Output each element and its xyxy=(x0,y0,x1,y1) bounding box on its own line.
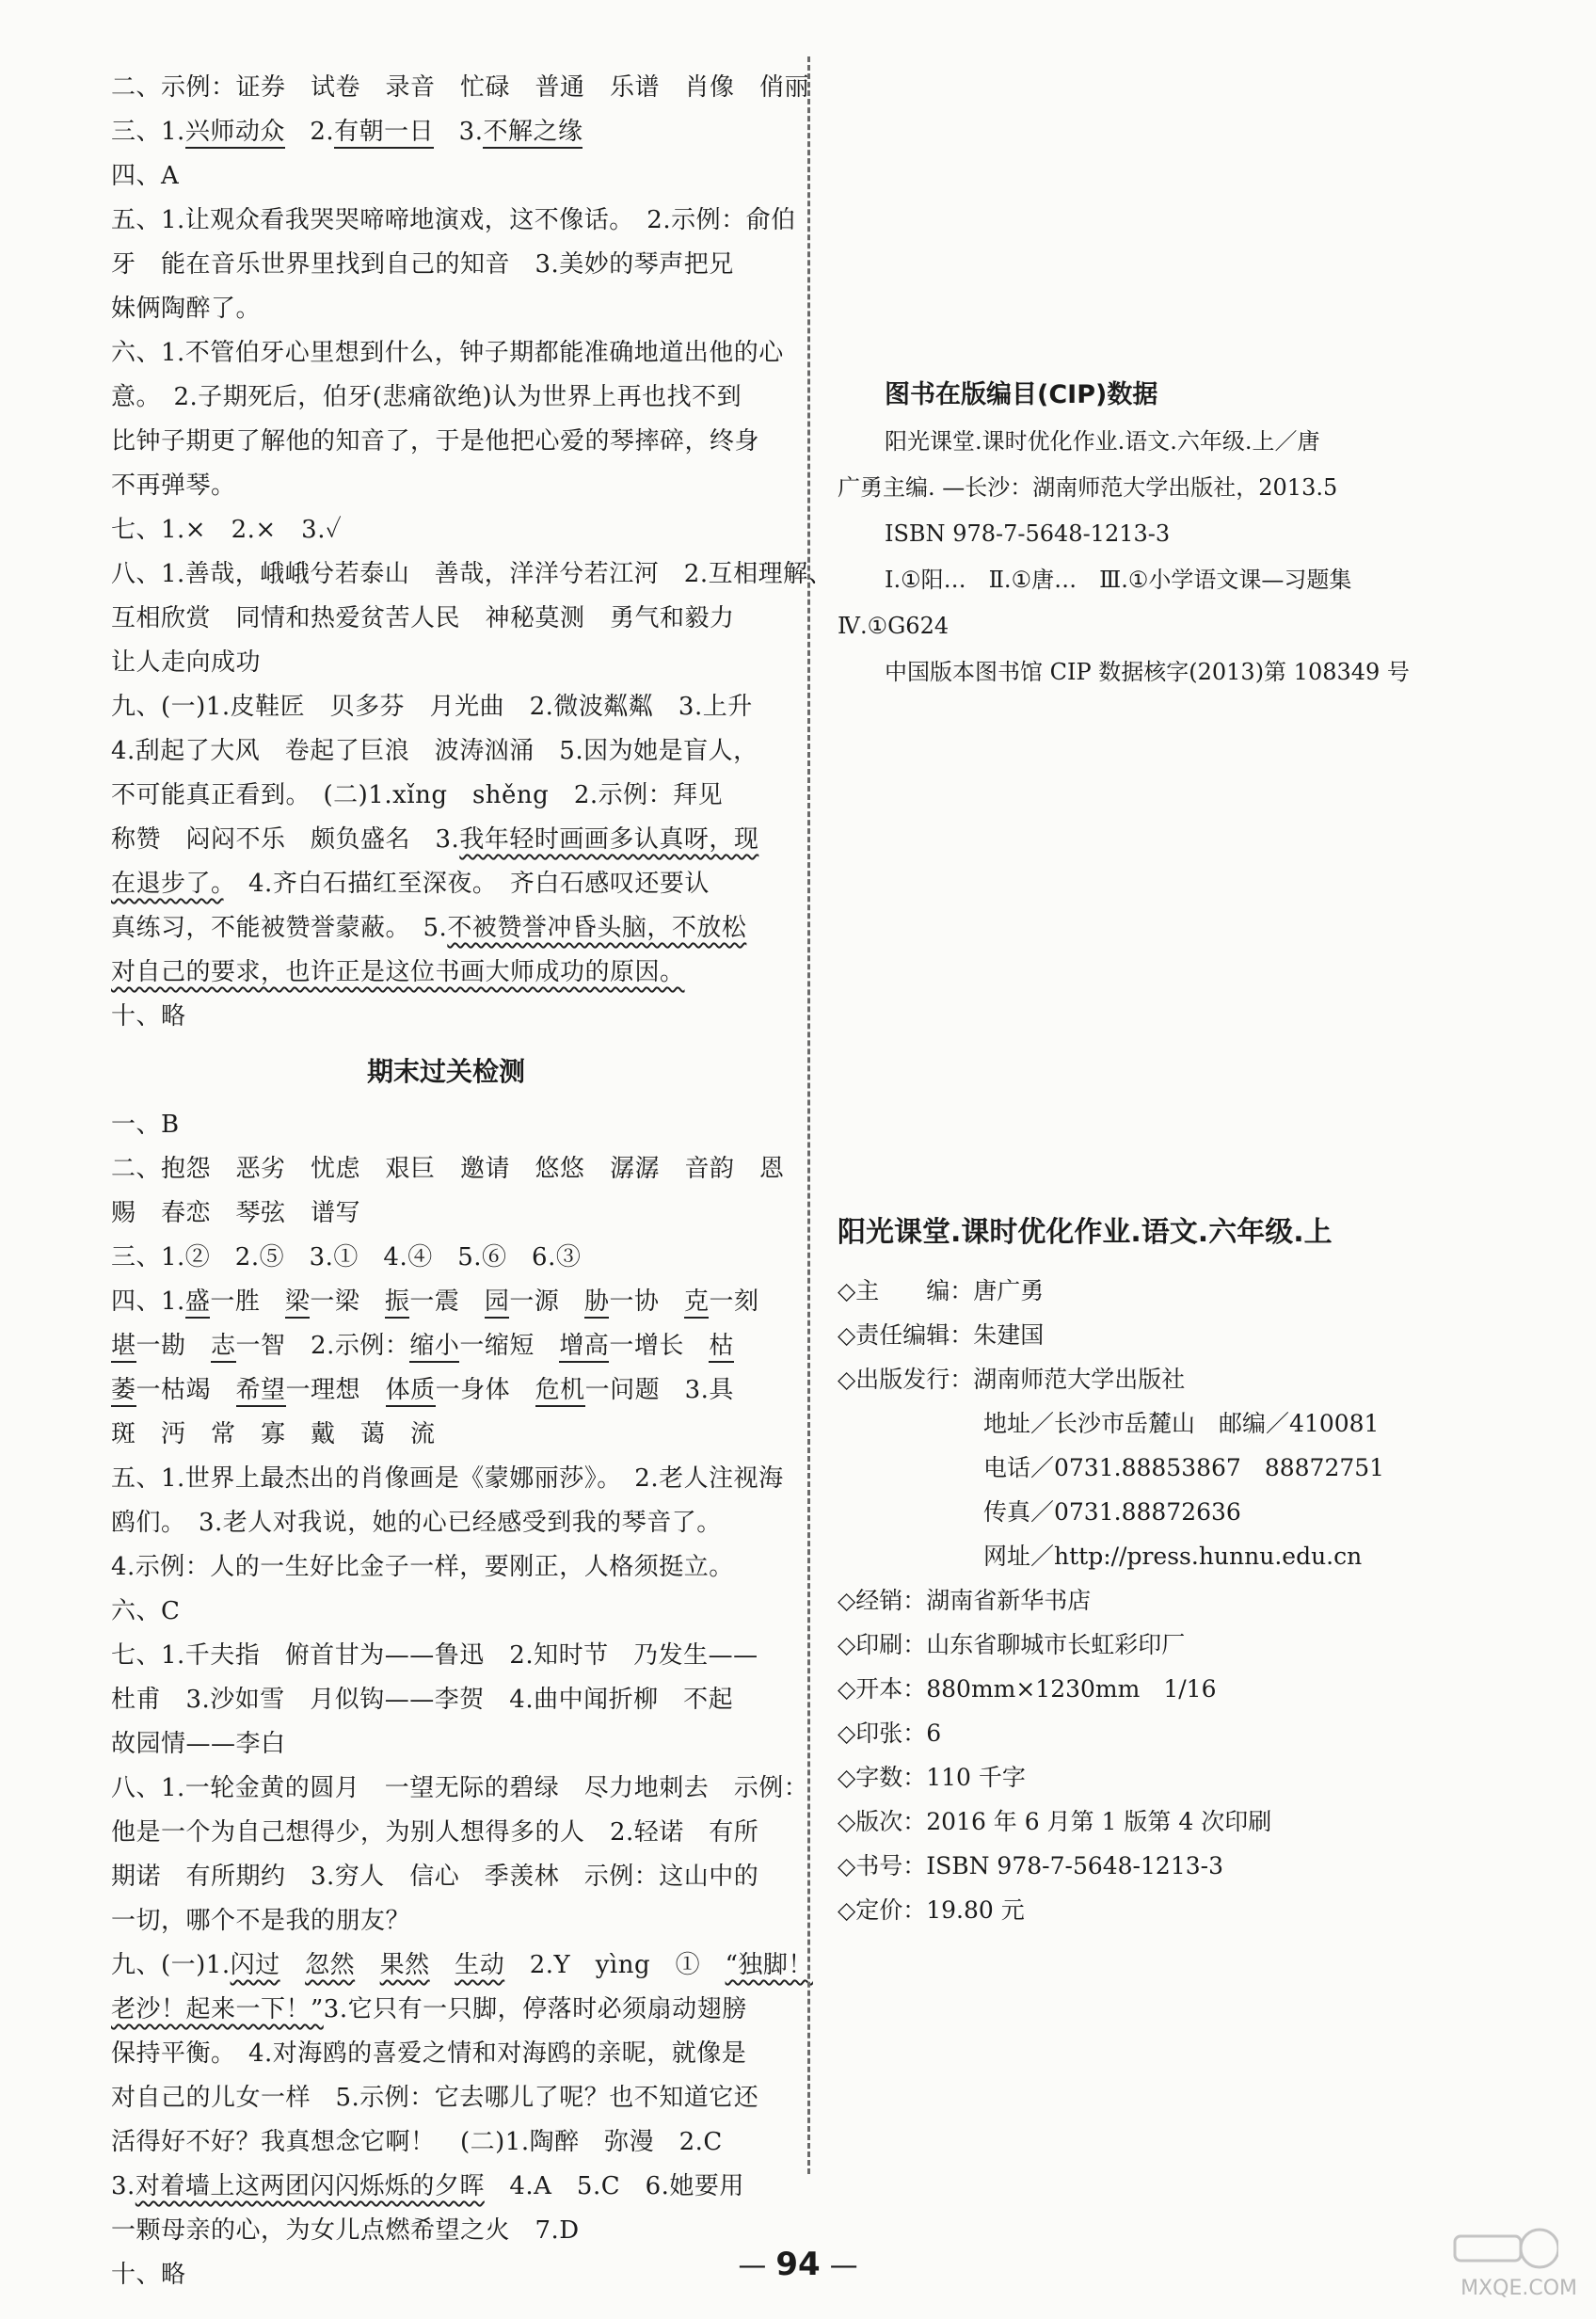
answer-line: 3.对着墙上这两团闪闪烁烁的夕晖 4.A 5.C 6.她要用 xyxy=(111,2172,744,2200)
answer-line: 意。 2.子期死后，伯牙(悲痛欲绝)认为世界上再也找不到 xyxy=(111,383,742,411)
cip-line: 中国版本图书馆 CIP 数据核字(2013)第 108349 号 xyxy=(885,659,1410,685)
answer-line: 故园情——李白 xyxy=(111,1730,286,1758)
column-divider xyxy=(807,56,810,2174)
answer-line: 八、1.一轮金黄的圆月 一望无际的碧绿 尽力地刺去 示例： xyxy=(111,1774,809,1802)
answer-line: 六、1.不管伯牙心里想到什么，钟子期都能准确地道出他的心 xyxy=(111,339,784,367)
answer-line: 在退步了。 4.齐白石描红至深夜。 齐白石感叹还要认 xyxy=(111,870,710,898)
answer-line: 二、抱怨 恶劣 忧虑 艰巨 邀请 悠悠 潺潺 音韵 恩 xyxy=(111,1155,785,1183)
answer-line: 4.刮起了大风 卷起了巨浪 波涛汹涌 5.因为她是盲人， xyxy=(111,737,758,765)
imprint-line: ◇开本：880mm×1230mm 1/16 xyxy=(838,1675,1217,1703)
imprint-line: ◇印刷：山东省聊城市长虹彩印厂 xyxy=(838,1631,1186,1658)
answer-line: 七、1.× 2.× 3.✓ xyxy=(111,516,343,544)
answer-line: 一切，哪个不是我的朋友？ xyxy=(111,1907,411,1935)
answer-line: 互相欣赏 同情和热爱贫苦人民 神秘莫测 勇气和毅力 xyxy=(111,604,735,632)
answer-line: 五、1.让观众看我哭哭啼啼地演戏，这不像话。 2.示例：俞伯 xyxy=(111,206,796,234)
answer-line: 老沙！起来一下！”3.它只有一只脚，停落时必须扇动翅膀 xyxy=(111,1995,747,2023)
imprint-line: 电话／0731.88853867 88872751 xyxy=(983,1454,1385,1481)
cip-line: ISBN 978-7-5648-1213-3 xyxy=(885,520,1171,547)
watermark-text: MXQE.COM xyxy=(1460,2277,1577,2300)
watermark-icon xyxy=(1445,2225,1558,2272)
answer-line: 十、略 xyxy=(111,2261,186,2289)
answer-line: 六、C xyxy=(111,1597,181,1625)
answer-line: 活得好不好？我真想念它啊！ (二)1.陶醉 弥漫 2.C xyxy=(111,2128,723,2156)
imprint-line: 地址／长沙市岳麓山 邮编／410081 xyxy=(983,1410,1380,1437)
answer-line: 二、示例：证券 试卷 录音 忙碌 普通 乐谱 肖像 俏丽 xyxy=(111,73,810,102)
answer-line: 不可能真正看到。 (二)1.xǐng shěng 2.示例：拜见 xyxy=(111,781,724,809)
answer-line: 赐 春恋 琴弦 谱写 xyxy=(111,1199,361,1227)
page-number: — 94 — xyxy=(738,2246,858,2283)
answer-line: 四、A xyxy=(111,162,180,190)
answer-line: 比钟子期更了解他的知音了，于是他把心爱的琴摔碎，终身 xyxy=(111,427,760,456)
answer-line: 称赞 闷闷不乐 颇负盛名 3.我年轻时画画多认真呀，现 xyxy=(111,825,759,854)
answer-line: 九、(一)1.皮鞋匠 贝多芬 月光曲 2.微波粼粼 3.上升 xyxy=(111,693,753,721)
imprint-line: ◇主 编：唐广勇 xyxy=(838,1277,1045,1304)
answer-line: 五、1.世界上最杰出的肖像画是《蒙娜丽莎》。 2.老人注视海 xyxy=(111,1464,784,1493)
answer-line: 鸥们。 3.老人对我说，她的心已经感受到我的琴音了。 xyxy=(111,1509,722,1537)
imprint-line: ◇印张：6 xyxy=(838,1719,942,1747)
cip-data-block xyxy=(838,372,1515,696)
answer-line: 4.示例：人的一生好比金子一样，要刚正，人格须挺立。 xyxy=(111,1553,734,1581)
imprint-block xyxy=(838,1205,1515,1932)
imprint-line: ◇版次：2016 年 6 月第 1 版第 4 次印刷 xyxy=(838,1808,1272,1835)
imprint-line: ◇经销：湖南省新华书店 xyxy=(838,1587,1092,1614)
cip-line: 阳光课堂.课时优化作业.语文.六年级.上／唐 xyxy=(885,428,1320,455)
section-title: 期末过关检测 xyxy=(366,1056,525,1087)
imprint-line: ◇定价：19.80 元 xyxy=(838,1896,1025,1924)
answer-line: 杜甫 3.沙如雪 月似钩——李贺 4.曲中闻折柳 不起 xyxy=(111,1686,734,1714)
imprint-line: 网址／http://press.hunnu.edu.cn xyxy=(983,1543,1363,1570)
imprint-line: ◇字数：110 千字 xyxy=(838,1764,1026,1791)
answer-line: 对自己的儿女一样 5.示例：它去哪儿了呢？也不知道它还 xyxy=(111,2084,759,2112)
answer-line: 九、(一)1.闪过 忽然 果然 生动 2.Y yìng ① “独脚！ xyxy=(111,1951,813,1979)
answer-line: 一颗母亲的心，为女儿点燃希望之火 7.D xyxy=(111,2216,580,2245)
cip-line: Ⅳ.①G624 xyxy=(838,613,950,639)
answer-line: 让人走向成功 xyxy=(111,648,262,677)
answer-line: 堪一勘 志一智 2.示例：缩小一缩短 增高一增长 枯 xyxy=(111,1324,781,1368)
answer-line: 对自己的要求，也许正是这位书画大师成功的原因。 xyxy=(111,958,685,986)
answer-line: 十、略 xyxy=(111,1002,186,1031)
answer-line: 萎一枯竭 希望一理想 体质一身体 危机一问题 3.具 xyxy=(111,1368,781,1413)
book-title: 阳光课堂.课时优化作业.语文.六年级.上 xyxy=(838,1216,1333,1249)
imprint-line: ◇书号：ISBN 978-7-5648-1213-3 xyxy=(838,1852,1223,1879)
answer-line: 一、B xyxy=(111,1111,180,1139)
cip-line: Ⅰ.①阳… Ⅱ.①唐… Ⅲ.①小学语文课—习题集 xyxy=(885,567,1352,593)
watermark-logo xyxy=(1342,2225,1577,2300)
answer-line: 保持平衡。 4.对海鸥的喜爱之情和对海鸥的亲昵，就像是 xyxy=(111,2039,747,2068)
answer-line: 妹俩陶醉了。 xyxy=(111,295,262,323)
imprint-line: ◇责任编辑：朱建国 xyxy=(838,1321,1045,1349)
answer-line: 三、1.② 2.⑤ 3.① 4.④ 5.⑥ 6.③ xyxy=(111,1243,582,1271)
imprint-line: 传真／0731.88872636 xyxy=(983,1498,1241,1526)
imprint-line: ◇出版发行：湖南师范大学出版社 xyxy=(838,1366,1186,1393)
answer-line: 七、1.千夫指 俯首甘为——鲁迅 2.知时节 乃发生—— xyxy=(111,1641,758,1670)
answer-line: 三、1.兴师动众 2.有朝一日 3.不解之缘 xyxy=(111,110,781,154)
answer-line: 斑 沔 常 寡 戴 蔼 流 xyxy=(111,1420,436,1448)
answer-line: 八、1.善哉，峨峨兮若泰山 善哉，洋洋兮若江河 2.互相理解、 xyxy=(111,560,834,588)
answer-line: 不再弹琴。 xyxy=(111,472,236,500)
answer-line: 期诺 有所期约 3.穷人 信心 季羡林 示例：这山中的 xyxy=(111,1863,759,1891)
answer-line: 四、1.盛一胜 梁一梁 振一震 园一源 胁一协 克一刻 xyxy=(111,1280,781,1324)
answer-line: 真练习，不能被赞誉蒙蔽。 5.不被赞誉冲昏头脑，不放松 xyxy=(111,914,747,942)
cip-title: 图书在版编目(CIP)数据 xyxy=(885,380,1158,409)
answer-line: 他是一个为自己想得少，为别人想得多的人 2.轻诺 有所 xyxy=(111,1818,759,1847)
cip-line: 广勇主编. —长沙：湖南师范大学出版社，2013.5 xyxy=(838,474,1338,501)
answer-line: 牙 能在音乐世界里找到自己的知音 3.美妙的琴声把兄 xyxy=(111,250,734,279)
